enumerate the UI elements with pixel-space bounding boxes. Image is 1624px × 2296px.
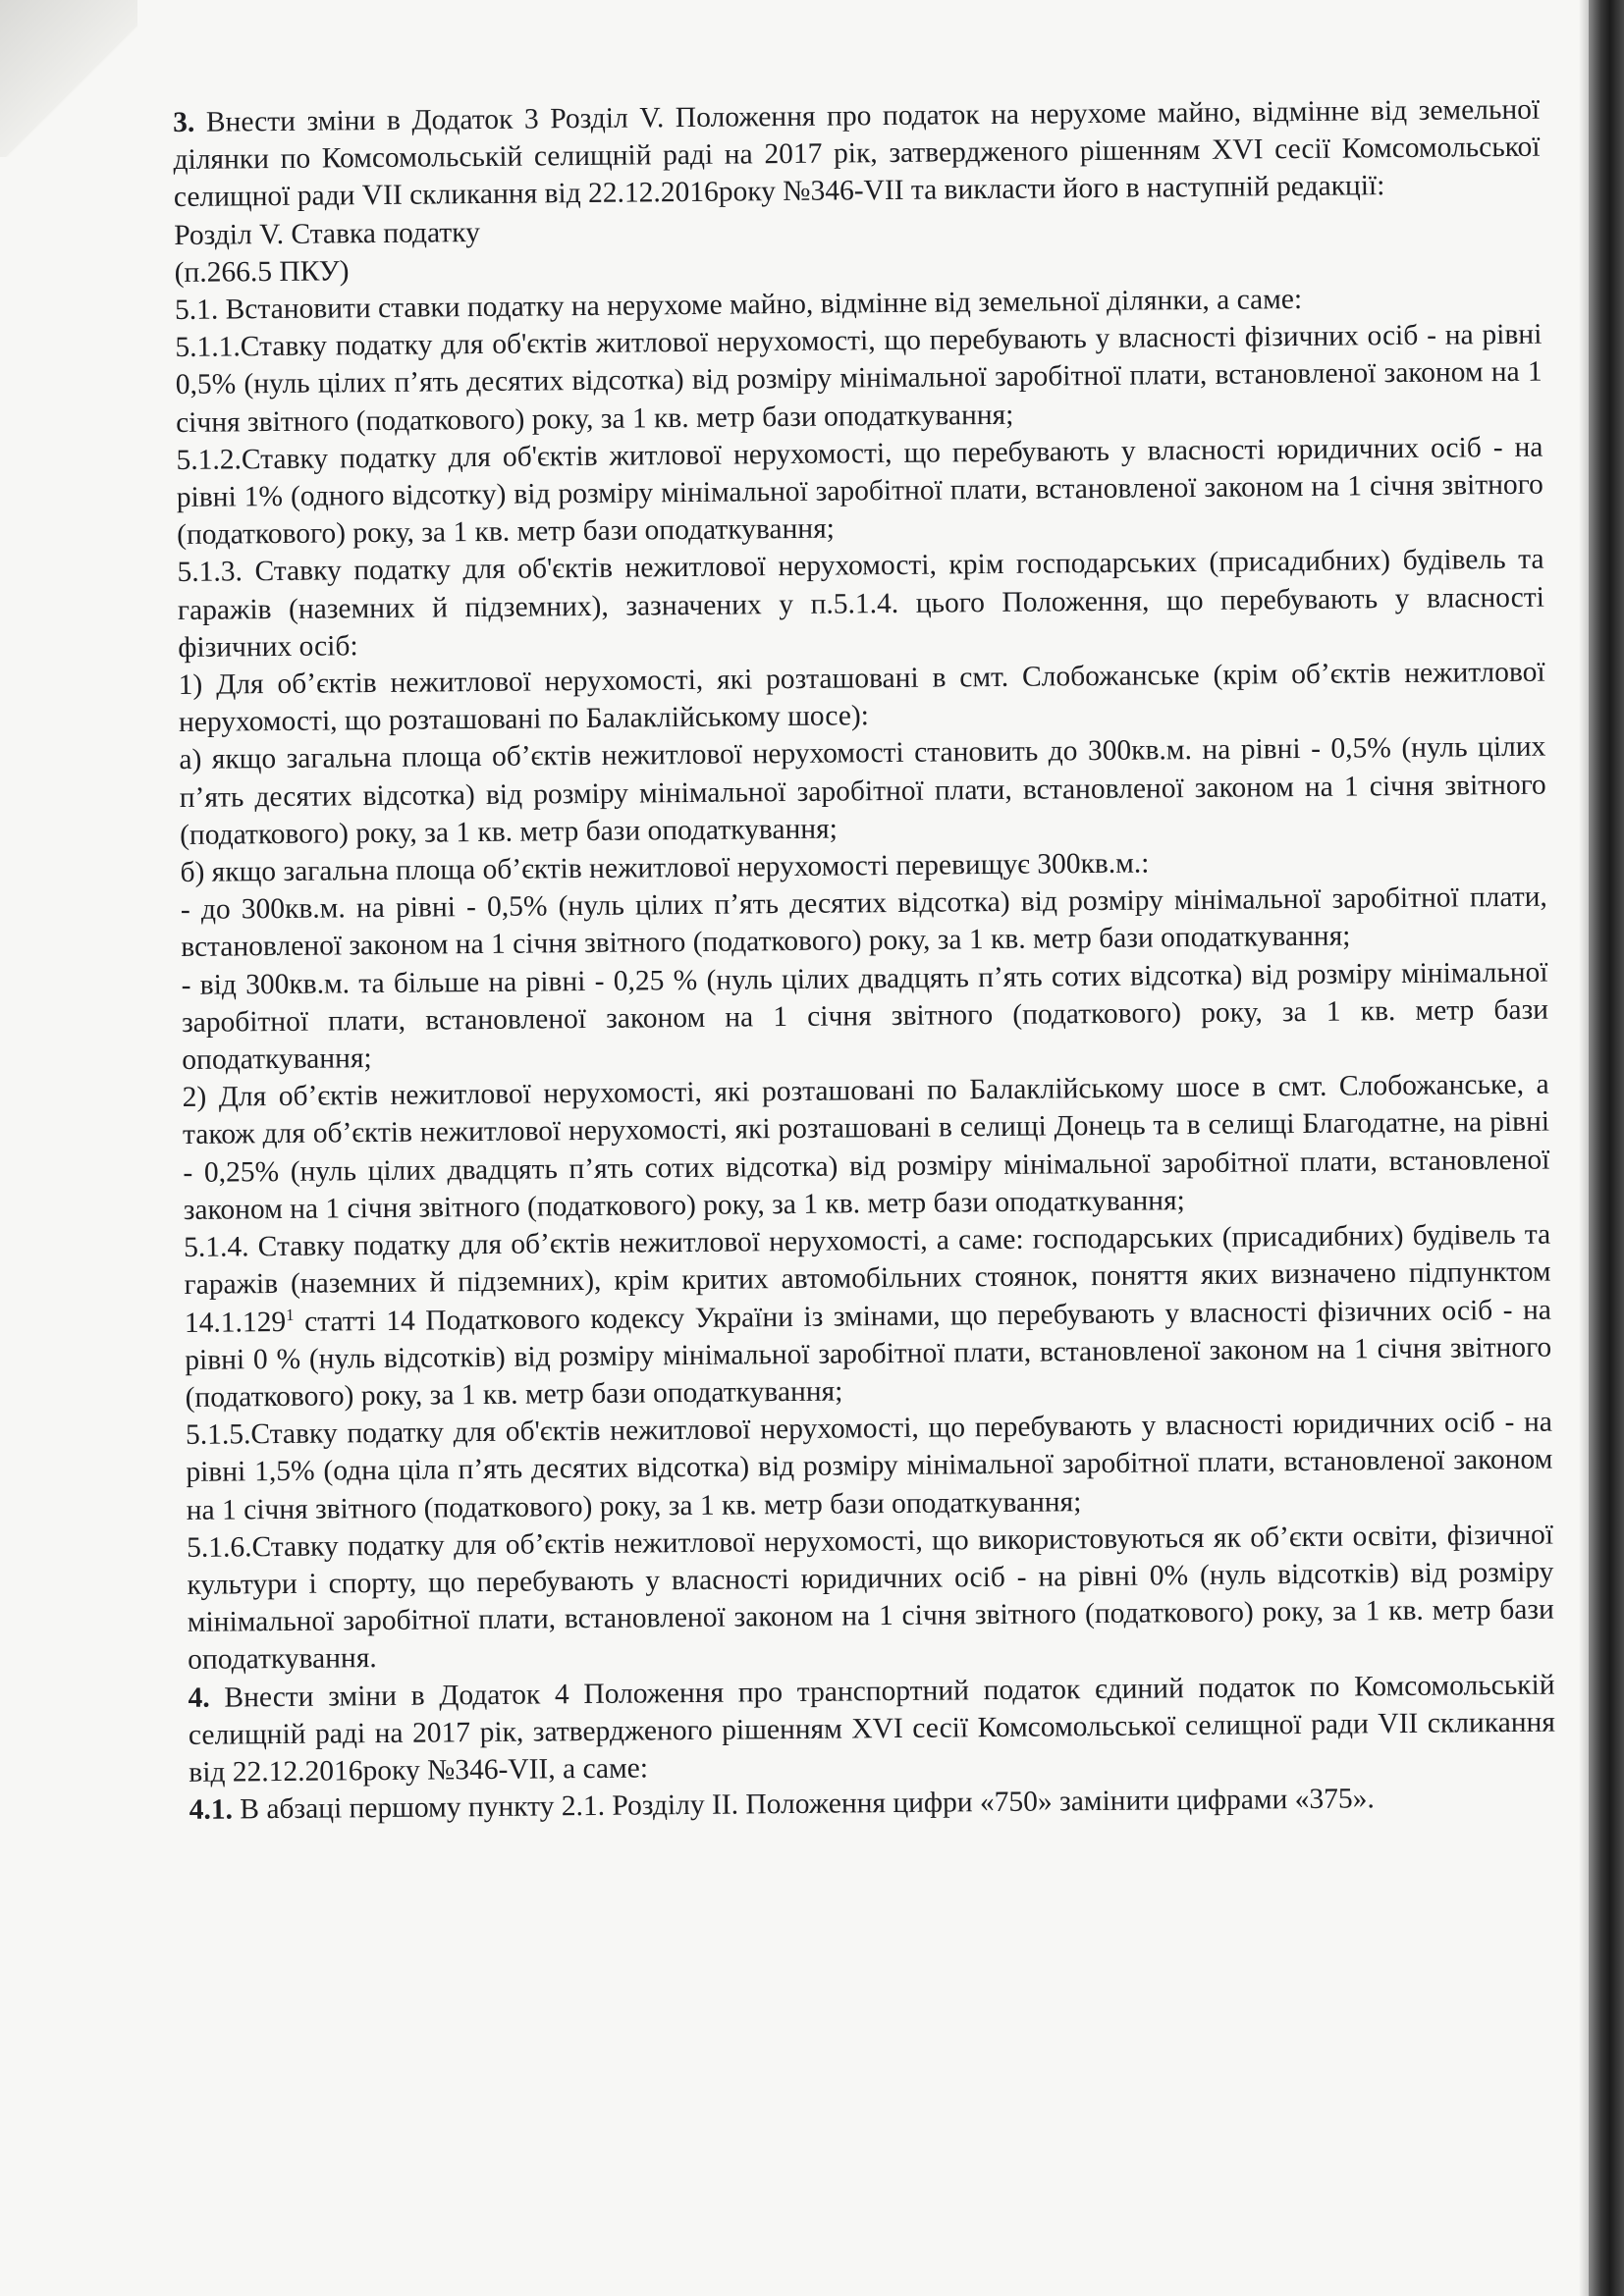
paragraph-text-cont: статті 14 Податкового кодексу України із змінами, що перебувають у власності фізичних осіб - на рівні 0 % (нуль відсотків) від розміру мінімальної заробітної плати, встановленої законом на 1 січня звітного (податкового) року, за 1 кв. метр бази оподаткування; [185, 1294, 1552, 1414]
paragraph-5-1-3: 5.1.3. Ставку податку для об'єктів нежитлової нерухомості, крім господарських (присадибних) будівель та гаражів (наземних й підземних), зазначених у п.5.1.4. цього Положення, що перебувають у власності фізичних осіб: [177, 544, 1545, 664]
paragraph-5-1-3-item-a: а) якщо загальна площа об’єктів нежитлової нерухомості становить до 300кв.м. на рівні - 0,5% (нуль цілих п’ять десятих відсотка) від розміру мінімальної заробітної плати, встановленої законом на 1 січня звітного (податкового) року, за 1 кв. метр бази оподаткування; [179, 731, 1546, 851]
page-fold-shadow [0, 0, 137, 157]
paragraph-5-1: 5.1. Встановити ставки податку на нерухоме майно, відмінне від земельної ділянки, а саме: [174, 283, 1303, 327]
scanner-edge [1589, 0, 1624, 2296]
paragraph-text: Внести зміни в Додаток 3 Розділ V. Положення про податок на нерухоме майно, відмінне від земельної ділянки по Комсомольській селищній раді на 2017 рік, затвердженого рішенням XVI сесії Комсомольської селищної ради VII скликання від 22.12.2016року №346-VII та викласти його в наступній редакції: [173, 93, 1541, 214]
paragraph-5-1-4 [184, 1216, 1552, 1416]
document-body [173, 91, 1556, 1830]
paragraph-text: 5.1.4. Ставку податку для об’єктів нежитлової нерухомості, а саме: господарських (присадибних) будівель та гаражів (наземних й підземних), крім критих автомобільних стоянок, поняття яких визначено підпунктом 14.1.129 [184, 1218, 1551, 1339]
paragraph-5-1-6: 5.1.6.Ставку податку для об’єктів нежитлової нерухомості, що використовуються як об’єкти освіти, фізичної культури і спорту, що перебувають у власності юридичних осіб - на рівні 0% (нуль відсотків) від розміру мінімальної заробітної плати, встановленої законом на 1 січня звітного (податкового) року, за 1 кв. метр бази оподаткування. [186, 1519, 1554, 1677]
item-number: 3. [173, 106, 195, 138]
paragraph-4-amendment [188, 1666, 1555, 1791]
paragraph-5-1-3-item-1: 1) Для об’єктів нежитлової нерухомості, які розташовані в смт. Слобожанське (крім об’єктів нежитлової нерухомості, що розташовані по Балаклійському шосе): [178, 656, 1545, 739]
paragraph-bullet-up-to-300: - до 300кв.м. на рівні - 0,5% (нуль цілих п’ять десятих відсотка) від розміру мінімальної заробітної плати, встановленої законом на 1 січня звітного (податкового) року, за 1 кв. метр бази оподаткування; [180, 881, 1547, 964]
paragraph-bullet-from-300: - від 300кв.м. та більше на рівні - 0,25 % (нуль цілих двадцять п’ять сотих відсотка) від розміру мінімальної заробітної плати, встановленої законом на 1 січня звітного (податкового) року, за 1 кв. метр бази оподаткування; [181, 956, 1549, 1077]
paragraph-5-1-1: 5.1.1.Ставку податку для об'єктів житлової нерухомості, що перебувають у власності фізичних осіб - на рівні 0,5% (нуль цілих п’ять десятих відсотка) від розміру мінімальної заробітної плати, встановленої законом на 1 січня звітного (податкового) року, за 1 кв. метр бази оподаткування; [175, 318, 1543, 439]
paragraph-5-1-3-item-2: 2) Для об’єктів нежитлової нерухомості, які розташовані по Балаклійському шосе в смт. Слобожанське, а також для об’єктів нежитлової нерухомості, які розташовані в селищі Донець та в селищі Благодатне, на рівні - 0,25% (нуль цілих двадцять п’ять сотих відсотка) від розміру мінімальної заробітної плати, встановленої законом на 1 січня звітного (податкового) року, за 1 кв. метр бази оподаткування; [182, 1068, 1550, 1226]
paragraph-text: В абзаці першому пункту 2.1. Розділу ІІ. Положення цифри «750» замінити цифрами «375». [232, 1783, 1375, 1826]
section-heading: Розділ V. Ставка податку [174, 216, 481, 251]
paragraph-text: Внести зміни в Додаток 4 Положення про транспортний податок єдиний податок по Комсомольській селищній раді на 2017 рік, затвердженого рішенням XVI сесії Комсомольської селищної ради VII скликання від 22.12.2016року №346-VII, а саме: [188, 1669, 1556, 1789]
paragraph-5-1-2: 5.1.2.Ставку податку для об'єктів житлової нерухомості, що перебувають у власності юридичних осіб - на рівні 1% (одного відсотку) від розміру мінімальної заробітної плати, встановленої законом на 1 січня звітного (податкового) року, за 1 кв. метр бази оподаткування; [176, 431, 1543, 552]
section-reference: (п.266.5 ПКУ) [174, 255, 350, 289]
paragraph-5-1-3-item-b: б) якщо загальна площа об’єктів нежитлової нерухомості перевищує 300кв.м.: [180, 847, 1150, 889]
paragraph-5-1-5: 5.1.5.Ставку податку для об'єктів нежитлової нерухомості, що перебувають у власності юридичних осіб - на рівні 1,5% (одна ціла п’ять десятих відсотка) від розміру мінімальної заробітної плати, встановленої законом на 1 січня звітного (податкового) року, за 1 кв. метр бази оподаткування; [185, 1406, 1553, 1526]
paragraph-3-amendment [173, 91, 1541, 217]
item-number: 4. [188, 1682, 210, 1714]
superscript: 1 [286, 1305, 295, 1324]
item-number: 4.1. [189, 1793, 234, 1827]
